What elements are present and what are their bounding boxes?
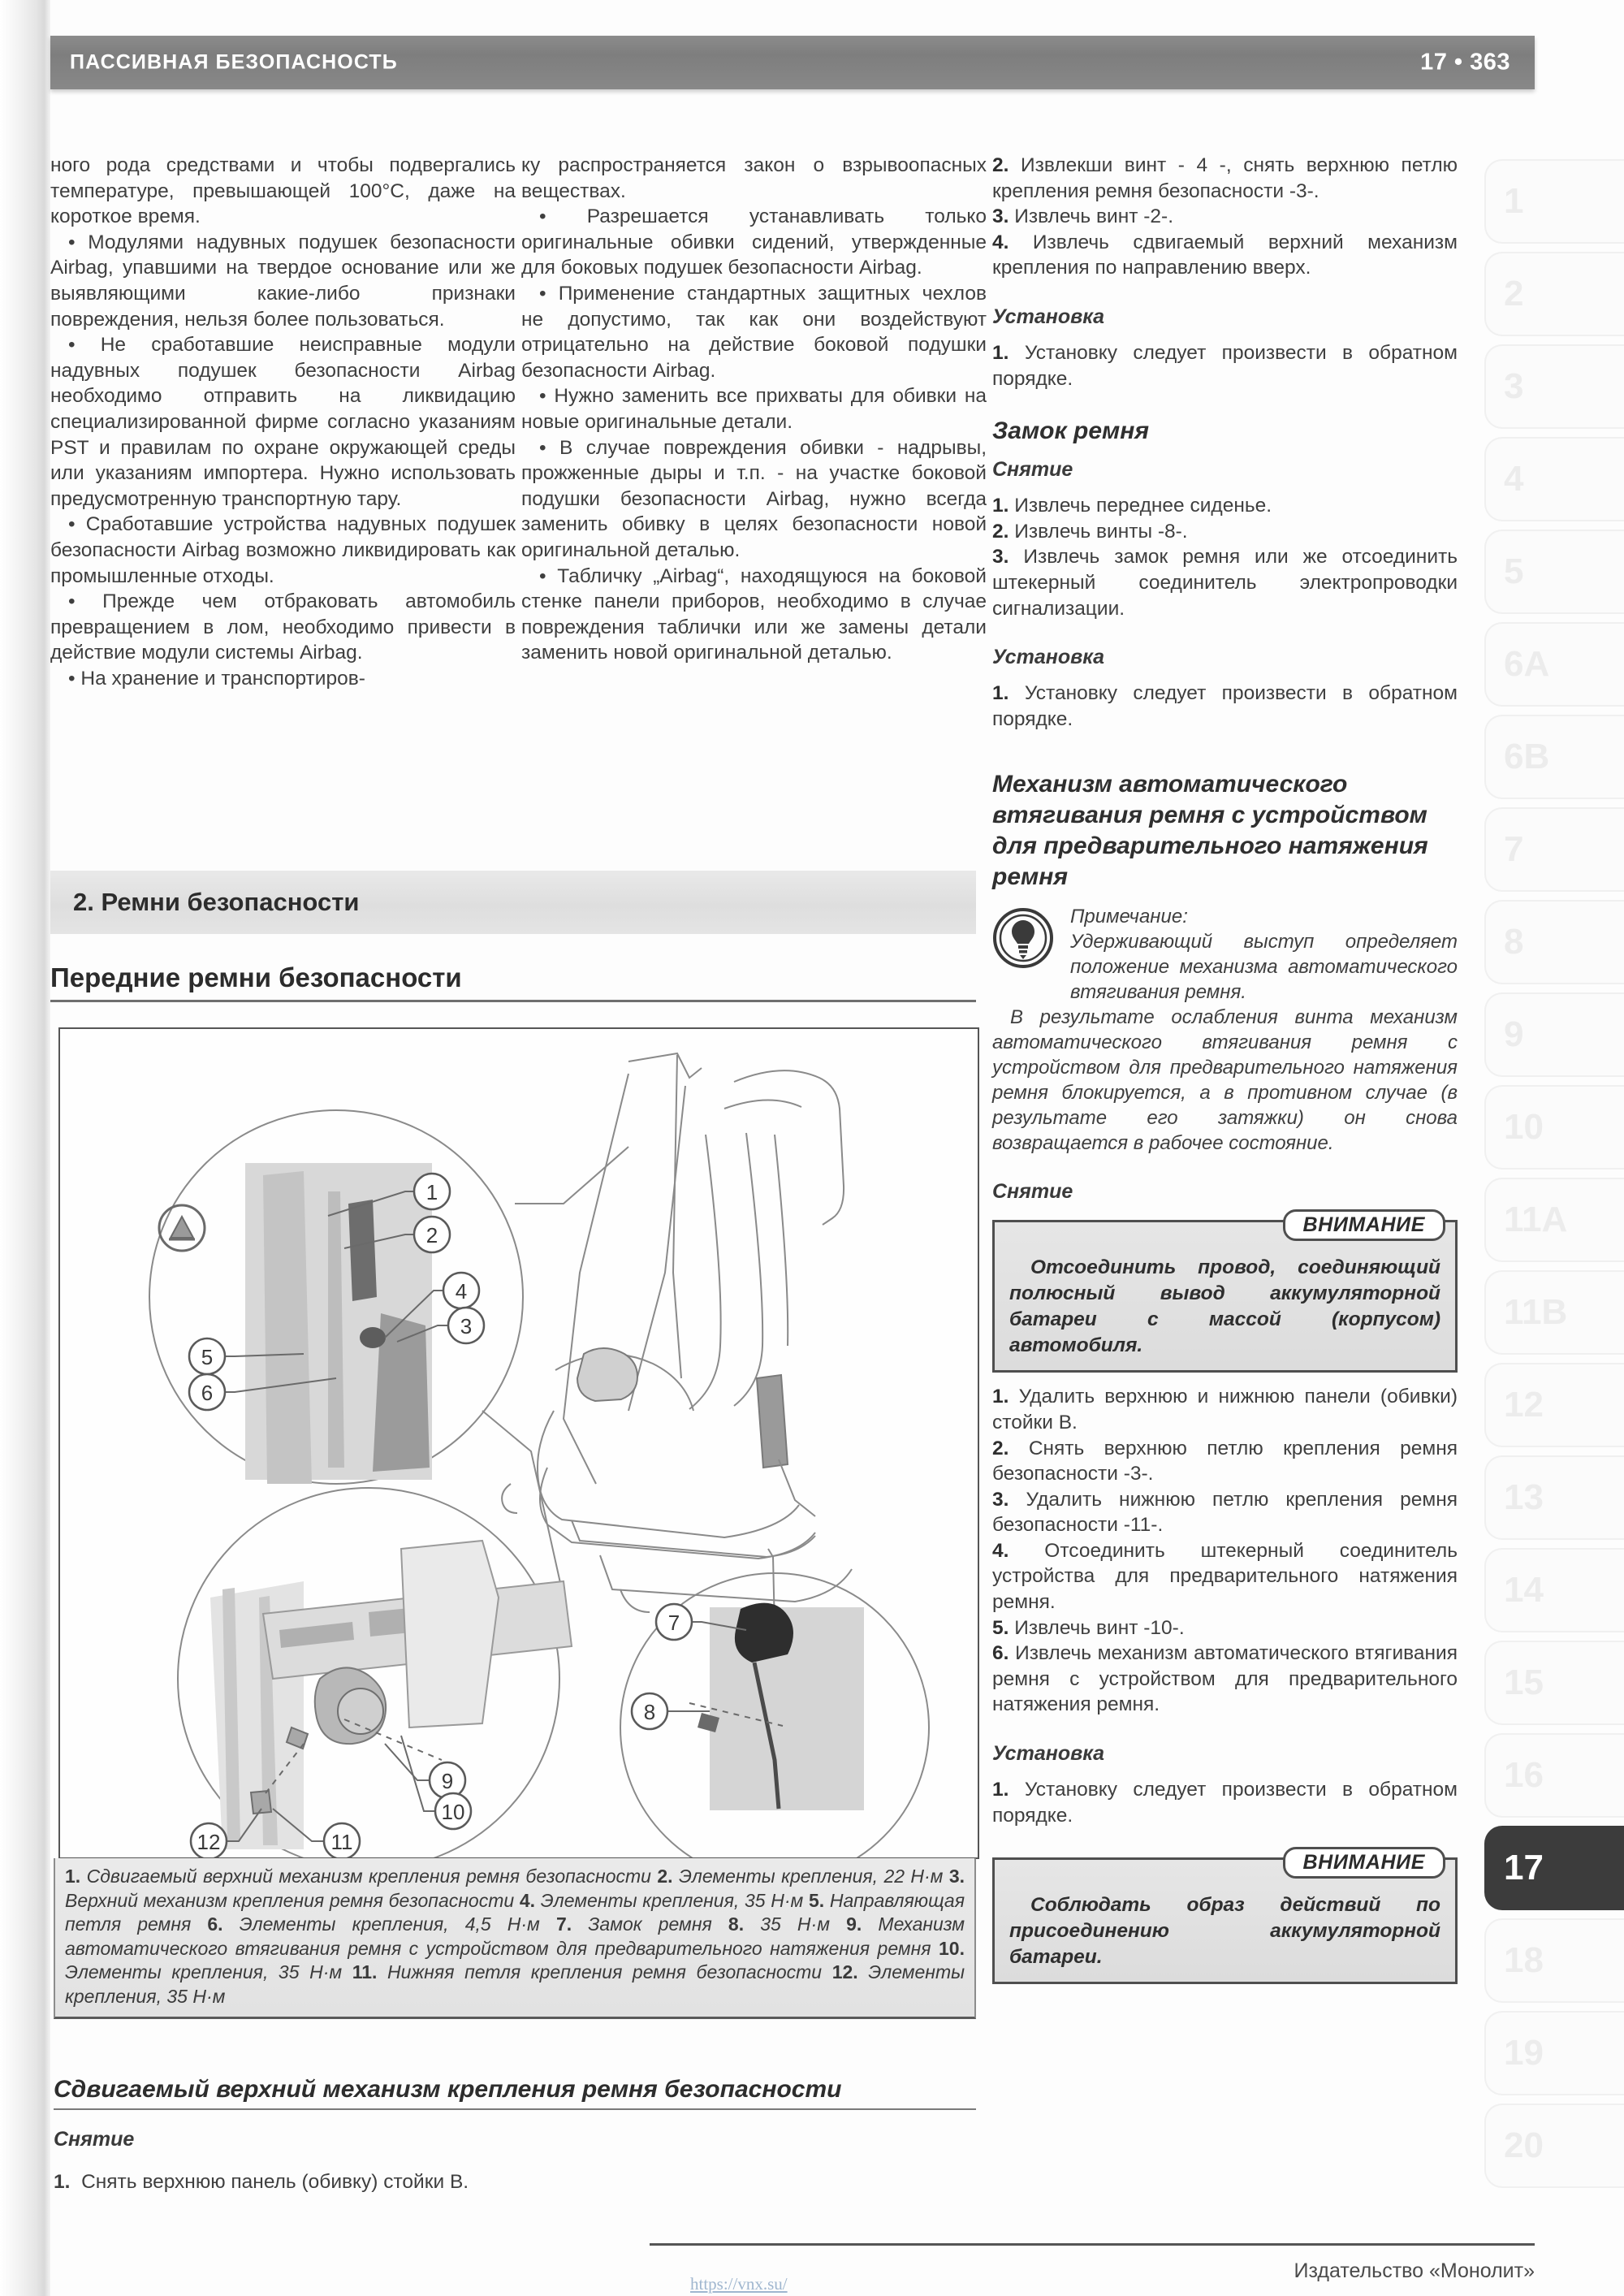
svg-text:1: 1: [425, 1180, 438, 1204]
chapter-tab-9[interactable]: [1484, 992, 1624, 1077]
step-text: Снять верхнюю петлю крепления ремня безопасности -3-.: [992, 1437, 1458, 1485]
chapter-tab-label: 2: [1504, 274, 1524, 313]
procedure-step: [992, 1384, 1458, 1435]
procedure-step: [992, 230, 1458, 281]
caption-num: 11.: [352, 1961, 378, 1983]
figure-callout-5: [189, 1338, 225, 1374]
spacer: [992, 1718, 1458, 1742]
warning-text: Соблюдать образ действий по присоединению аккумуляторной батареи.: [1009, 1894, 1440, 1969]
step-number: 1.: [992, 682, 1009, 705]
figure-callout-12: [191, 1823, 227, 1857]
caption-text: 35 Н·м: [760, 1913, 830, 1935]
chapter-tab-11b[interactable]: [1484, 1270, 1624, 1355]
note-text: Удерживающий выступ определяет положение механизма автоматического втягивания ремня.: [1070, 931, 1458, 1004]
caption-text: Сдвигаемый верхний механизм крепления ремня безопасности: [86, 1866, 651, 1887]
step-text: Извлечь замок ремня или же отсоединить штекерный соединитель электропроводки сигнализации.: [992, 546, 1458, 620]
caption-num: 4.: [519, 1889, 536, 1911]
column-3: [992, 153, 1458, 1984]
chapter-tab-label: 3: [1504, 366, 1524, 406]
figure-heading-block: [50, 962, 976, 1002]
caption-num: 6.: [207, 1913, 223, 1935]
spacer: [992, 1373, 1458, 1384]
step-text: Извлечь винты -8-.: [1014, 520, 1188, 543]
figure-front-seatbelts: [58, 1027, 979, 1859]
chapter-tab-13[interactable]: [1484, 1455, 1624, 1540]
bullet-text: Сработавшие устройства надувных подушек безопасности Airbag возможно ликвидировать как промышленные отходы.: [50, 513, 516, 587]
bullet-item: • Применение стандартных защитных чехлов не допустимо, так как они воздействуют отрицательно на действие боковой подушки безопасности Airbag.: [521, 282, 987, 382]
chapter-tab-label: 12: [1504, 1385, 1544, 1425]
chapter-tab-6b[interactable]: [1484, 715, 1624, 799]
figure-callout-8: [632, 1693, 667, 1729]
column-2: [521, 153, 987, 666]
running-header: [50, 36, 1535, 89]
caption-num: 8.: [728, 1913, 745, 1935]
spacer: [992, 482, 1458, 493]
spacer: [992, 669, 1458, 681]
caption-num: 3.: [948, 1866, 965, 1887]
bullet-text: Табличку „Airbag“, находящуюся на боковой стенке панели приборов, необходимо в случае повреждения таблички или же замены детали заменить новой оригинальной деталью.: [521, 564, 987, 664]
svg-text:8: 8: [643, 1700, 656, 1724]
svg-text:9: 9: [441, 1769, 454, 1793]
chapter-tab-8[interactable]: [1484, 900, 1624, 984]
note-label: Примечание:: [1070, 906, 1188, 928]
bottom-removal-heading: Снятие: [54, 2128, 135, 2151]
svg-text:5: 5: [201, 1345, 214, 1369]
procedure-step: [992, 1615, 1458, 1641]
chapter-tab-15[interactable]: [1484, 1641, 1624, 1725]
procedure-step: [992, 519, 1458, 545]
chapter-tab-7[interactable]: [1484, 807, 1624, 892]
chapter-tab-label: 17: [1504, 1848, 1544, 1887]
caption-text: Нижняя петля крепления ремня безопасности: [387, 1961, 823, 1983]
bullet-item: • Разрешается устанавливать только оригинальные обивки сидений, утвержденные для боковых подушек безопасности Airbag.: [521, 205, 987, 279]
note-block: [992, 904, 1458, 1005]
bullet-item: • Не сработавшие неисправные модули надувных подушек безопасности Airbag необходимо отправить на ликвидацию специализированной фирме согласно указаниям PST и правилам по охране окружающей среды или указаниям импортера. Нужно использовать предусмотренную транспортную тару.: [50, 334, 516, 510]
chapter-tab-label: 7: [1504, 829, 1524, 869]
paragraph-continued: ку распространяется закон о взрывоопасных веществах.: [521, 154, 987, 202]
heading-installation: Установка: [992, 305, 1105, 328]
step-number: 2.: [992, 1437, 1009, 1459]
caption-num: 1.: [65, 1866, 81, 1887]
figure-illustration: [60, 1029, 978, 1857]
chapter-tab-label: 20: [1504, 2125, 1544, 2165]
svg-text:6: 6: [201, 1381, 214, 1405]
bullet-item: • Табличку „Airbag“, находящуюся на боковой стенке панели приборов, необходимо в случае повреждения таблички или же замены детали заменить новой оригинальной деталью.: [521, 564, 987, 664]
figure-caption-text: [65, 1865, 965, 2008]
caption-num: 9.: [846, 1913, 862, 1935]
figure-callout-3: [448, 1308, 484, 1343]
chapter-tab-5[interactable]: [1484, 530, 1624, 614]
caption-num: 2.: [657, 1866, 673, 1887]
step-number: 1.: [992, 1386, 1009, 1408]
warning-box: [992, 1213, 1458, 1373]
caption-num: 10.: [939, 1937, 965, 1959]
watermark-url[interactable]: https://vnx.su/: [690, 2274, 788, 2294]
step-number: 1.: [992, 1779, 1009, 1801]
heading-belt-lock: Замок ремня: [992, 417, 1150, 445]
bullet-text: В случае повреждения обивки - надрывы, прожженные дыры и т.п. - на участке боковой подушки безопасности Airbag, нужно всегда заменить обивку в целях безопасности новой оригинальной деталью.: [521, 436, 987, 561]
chapter-tab-label: 15: [1504, 1663, 1544, 1702]
spacer: [992, 391, 1458, 416]
spacer: [992, 893, 1458, 904]
publisher-name: Издательство «Монолит»: [1294, 2259, 1535, 2282]
chapter-tab-1[interactable]: [1484, 159, 1624, 244]
step-number: 2.: [992, 154, 1009, 176]
bullet-text: Прежде чем отбраковать автомобиль превращением в лом, необходимо привести в действие модули системы Airbag.: [50, 590, 516, 664]
step-text: Извлечь винт -2-.: [1014, 205, 1173, 228]
step-number: 4.: [992, 1539, 1009, 1562]
svg-text:10: 10: [441, 1800, 465, 1824]
chapter-tab-16[interactable]: [1484, 1733, 1624, 1818]
chapter-tab-10[interactable]: [1484, 1085, 1624, 1170]
step-number: 1.: [992, 495, 1009, 517]
svg-text:2: 2: [425, 1223, 438, 1247]
procedure-step: [992, 544, 1458, 621]
caption-num: 7.: [555, 1913, 572, 1935]
chapter-tab-18[interactable]: [1484, 1918, 1624, 2003]
figure-callout-9: [430, 1762, 465, 1798]
step-text: Извлечь переднее сиденье.: [1014, 495, 1272, 517]
step-number: 3.: [992, 205, 1009, 228]
heading-installation: Установка: [992, 1742, 1105, 1766]
caption-num: 12.: [831, 1961, 858, 1983]
chapter-tab-14[interactable]: [1484, 1548, 1624, 1632]
step-number: 1.: [992, 341, 1009, 364]
page-spine-shadow: [0, 0, 50, 2296]
step-text: Отсоединить штекерный соединитель устройства для предварительного натяжения ремня.: [992, 1539, 1458, 1614]
procedure-step: [992, 493, 1458, 519]
figure-callout-7: [656, 1604, 692, 1640]
figure-caption: [54, 1858, 976, 2019]
chapter-tab-label: 8: [1504, 922, 1524, 962]
bullet-text: Нужно заменить все прихваты для обивки на новые оригинальные детали.: [521, 385, 987, 433]
chapter-tab-6a[interactable]: [1484, 622, 1624, 707]
step-number: 2.: [992, 520, 1009, 543]
svg-text:12: 12: [197, 1830, 221, 1854]
bullet-item: • Прежде чем отбраковать автомобиль превращением в лом, необходимо привести в действие модули системы Airbag.: [50, 590, 516, 664]
step-number: 3.: [992, 546, 1009, 569]
caption-text: Элементы крепления, 35 Н·м: [65, 1961, 343, 1983]
column-1: [50, 153, 516, 691]
procedure-step: [992, 1641, 1458, 1718]
step-text: Установку следует произвести в обратном порядке.: [992, 682, 1458, 730]
bullet-text: Модулями надувных подушек безопасности Airbag, упавшими на твердое основание или же выявляющими какие-либо признаки повреждения, нельзя более пользоваться.: [50, 231, 516, 331]
warning-badge: ВНИМАНИЕ: [1283, 1847, 1445, 1879]
chapter-tab-label: 6B: [1504, 737, 1550, 776]
chapter-tab-17[interactable]: [1484, 1826, 1624, 1910]
bullet-text: Разрешается устанавливать только оригинальные обивки сидений, утвержденные для боковых подушек безопасности Airbag.: [521, 205, 987, 279]
caption-text: Механизм автоматического втягивания ремня с устройством для предварительного натяжения ремня: [65, 1913, 965, 1959]
step-text: Установку следует произвести в обратном порядке.: [992, 1779, 1458, 1827]
chapter-tab-label: 14: [1504, 1570, 1544, 1610]
figure-callout-1: [414, 1174, 450, 1209]
lightbulb-icon: [992, 907, 1054, 969]
chapter-tab-label: 19: [1504, 2033, 1544, 2073]
caption-num: 5.: [809, 1889, 825, 1911]
chapter-tab-label: 16: [1504, 1755, 1544, 1795]
bullet-text: Применение стандартных защитных чехлов не допустимо, так как они воздействуют отрицательно на действие боковой подушки безопасности Airbag.: [521, 282, 987, 382]
running-header-page: 17 • 363: [1420, 49, 1510, 76]
bottom-heading: Сдвигаемый верхний механизм крепления ремня безопасности: [54, 2076, 842, 2103]
step-text: Удалить нижнюю петлю крепления ремня безопасности -11-.: [992, 1488, 1458, 1537]
chapter-tab-label: 13: [1504, 1477, 1544, 1517]
step-number: 1.: [54, 2171, 71, 2193]
spacer: [992, 1766, 1458, 1777]
caption-text: Элементы крепления, 4,5 Н·м: [239, 1913, 540, 1935]
procedure-step: [992, 1436, 1458, 1487]
bullet-item: • Модулями надувных подушек безопасности Airbag, упавшими на твердое основание или же выявляющими какие-либо признаки повреждения, нельзя более пользоваться.: [50, 231, 516, 331]
figure-callout-6: [189, 1374, 225, 1410]
spacer: [992, 621, 1458, 646]
bullet-text: Не сработавшие неисправные модули надувных подушек безопасности Airbag необходимо отправить на ликвидацию специализированной фирме согласно указаниям PST и правилам по охране окружающей среды или указаниям импортера. Нужно использовать предусмотренную транспортную тару.: [50, 334, 516, 510]
bottom-heading-rule: [54, 2108, 976, 2110]
chapter-tab-4[interactable]: [1484, 437, 1624, 521]
warning-box: [992, 1851, 1458, 1984]
chapter-tab-label: 6A: [1504, 644, 1550, 684]
chapter-tab-19[interactable]: [1484, 2011, 1624, 2095]
footer-rule: [650, 2243, 1535, 2246]
svg-text:4: 4: [455, 1279, 468, 1304]
bullet-item: • Нужно заменить все прихваты для обивки на новые оригинальные детали.: [521, 385, 987, 433]
spacer: [992, 281, 1458, 305]
chapter-tab-label: 18: [1504, 1940, 1544, 1980]
svg-text:11: 11: [330, 1830, 353, 1854]
heading-removal: Снятие: [992, 458, 1073, 482]
chapter-tab-2[interactable]: [1484, 252, 1624, 336]
chapter-tab-11a[interactable]: [1484, 1178, 1624, 1262]
heading-retractor: Механизм автоматического втягивания ремня с устройством для предварительного натяжения ремня: [992, 771, 1428, 891]
spacer: [992, 329, 1458, 340]
bullet-item: • Сработавшие устройства надувных подушек безопасности Airbag возможно ликвидировать как промышленные отходы.: [50, 513, 516, 587]
step-text: Извлечь винт -10-.: [1014, 1616, 1185, 1639]
chapter-tab-label: 1: [1504, 181, 1524, 221]
figure-callout-2: [414, 1217, 450, 1252]
caption-text: Элементы крепления, 35 Н·м: [540, 1889, 804, 1911]
bottom-section: [54, 2076, 976, 2194]
procedure-step: [992, 1777, 1458, 1828]
figure-callout-4: [443, 1273, 479, 1308]
step-number: 3.: [992, 1488, 1009, 1511]
bottom-step: [54, 2171, 976, 2194]
chapter-tab-12[interactable]: [1484, 1363, 1624, 1447]
step-text: Извлекши винт - 4 -, снять верхнюю петлю крепления ремня безопасности -3-.: [992, 154, 1458, 202]
figure-callout-10: [435, 1793, 471, 1829]
paragraph-continued: ного рода средствами и чтобы подвергались температуре, превышающей 100°C, даже на короткое время.: [50, 154, 516, 228]
step-number: 4.: [992, 231, 1009, 253]
spacer: [992, 447, 1458, 458]
step-number: 6.: [992, 1642, 1009, 1665]
chapter-tab-label: 11B: [1504, 1292, 1568, 1332]
chapter-tab-3[interactable]: [1484, 344, 1624, 429]
chapter-tab-20[interactable]: [1484, 2104, 1624, 2188]
heading-removal: Снятие: [992, 1180, 1073, 1204]
running-header-title: ПАССИВНАЯ БЕЗОПАСНОСТЬ: [70, 50, 398, 74]
step-number: 5.: [992, 1616, 1009, 1639]
caption-text: Верхний механизм крепления ремня безопасности: [65, 1889, 515, 1911]
step-text: Снять верхнюю панель (обивку) стойки В.: [81, 2171, 469, 2193]
chapter-tab-label: 10: [1504, 1107, 1544, 1147]
svg-text:3: 3: [460, 1314, 473, 1338]
heading-installation: Установка: [992, 646, 1105, 669]
procedure-step: [992, 1538, 1458, 1615]
svg-text:7: 7: [667, 1611, 680, 1635]
caption-text: Замок ремня: [588, 1913, 712, 1935]
bullet-item: • В случае повреждения обивки - надрывы, прожженные дыры и т.п. - на участке боковой подушки безопасности Airbag, нужно всегда заменить обивку в целях безопасности новой оригинальной деталью.: [521, 436, 987, 561]
warning-text: Отсоединить провод, соединяющий полюсный вывод аккумуляторной батареи с массой (корпусом) автомобиля.: [1009, 1256, 1440, 1357]
step-text: Удалить верхнюю и нижнюю панели (обивки) стойки В.: [992, 1386, 1458, 1433]
chapter-tab-label: 4: [1504, 459, 1524, 499]
procedure-step: [992, 1487, 1458, 1538]
step-text: Извлечь сдвигаемый верхний механизм крепления по направлению вверх.: [992, 231, 1458, 279]
section-band-label: 2. Ремни безопасности: [73, 888, 360, 916]
caption-text: Направляющая петля ремня: [65, 1889, 965, 1935]
caption-text: Элементы крепления, 35 Н·м: [65, 1961, 965, 2007]
note-paragraph: В результате ослабления винта механизм автоматического втягивания ремня с устройством для предварительного натяжения ремня блокируется, а в противном случае (в результате его затяжки) он снова возвращается в рабочее состояние.: [992, 1006, 1458, 1155]
chapter-tab-label: 11A: [1504, 1200, 1568, 1239]
figure-callout-11: [324, 1823, 360, 1857]
caption-text: Элементы крепления, 22 Н·м: [678, 1866, 944, 1887]
chapter-tab-label: 9: [1504, 1014, 1524, 1054]
figure-heading: Передние ремни безопасности: [50, 962, 462, 992]
chapter-tab-label: 5: [1504, 551, 1524, 591]
procedure-step: [992, 681, 1458, 732]
warning-badge: ВНИМАНИЕ: [1283, 1209, 1445, 1241]
procedure-step: [992, 153, 1458, 204]
step-text: Установку следует произвести в обратном порядке.: [992, 341, 1458, 390]
chapter-tab-index: [1484, 159, 1624, 2196]
spacer: [992, 1156, 1458, 1180]
bullet-item: • На хранение и транспортиров-: [68, 667, 365, 690]
procedure-step: [992, 340, 1458, 391]
bullet-text: На хранение и транспортиров-: [80, 667, 365, 690]
heading-rule: [50, 1000, 976, 1002]
section-band: [50, 871, 976, 934]
step-text: Извлечь механизм автоматического втягивания ремня с устройством для предварительного натяжения ремня.: [992, 1642, 1458, 1716]
spacer: [992, 732, 1458, 769]
procedure-step: [992, 204, 1458, 230]
